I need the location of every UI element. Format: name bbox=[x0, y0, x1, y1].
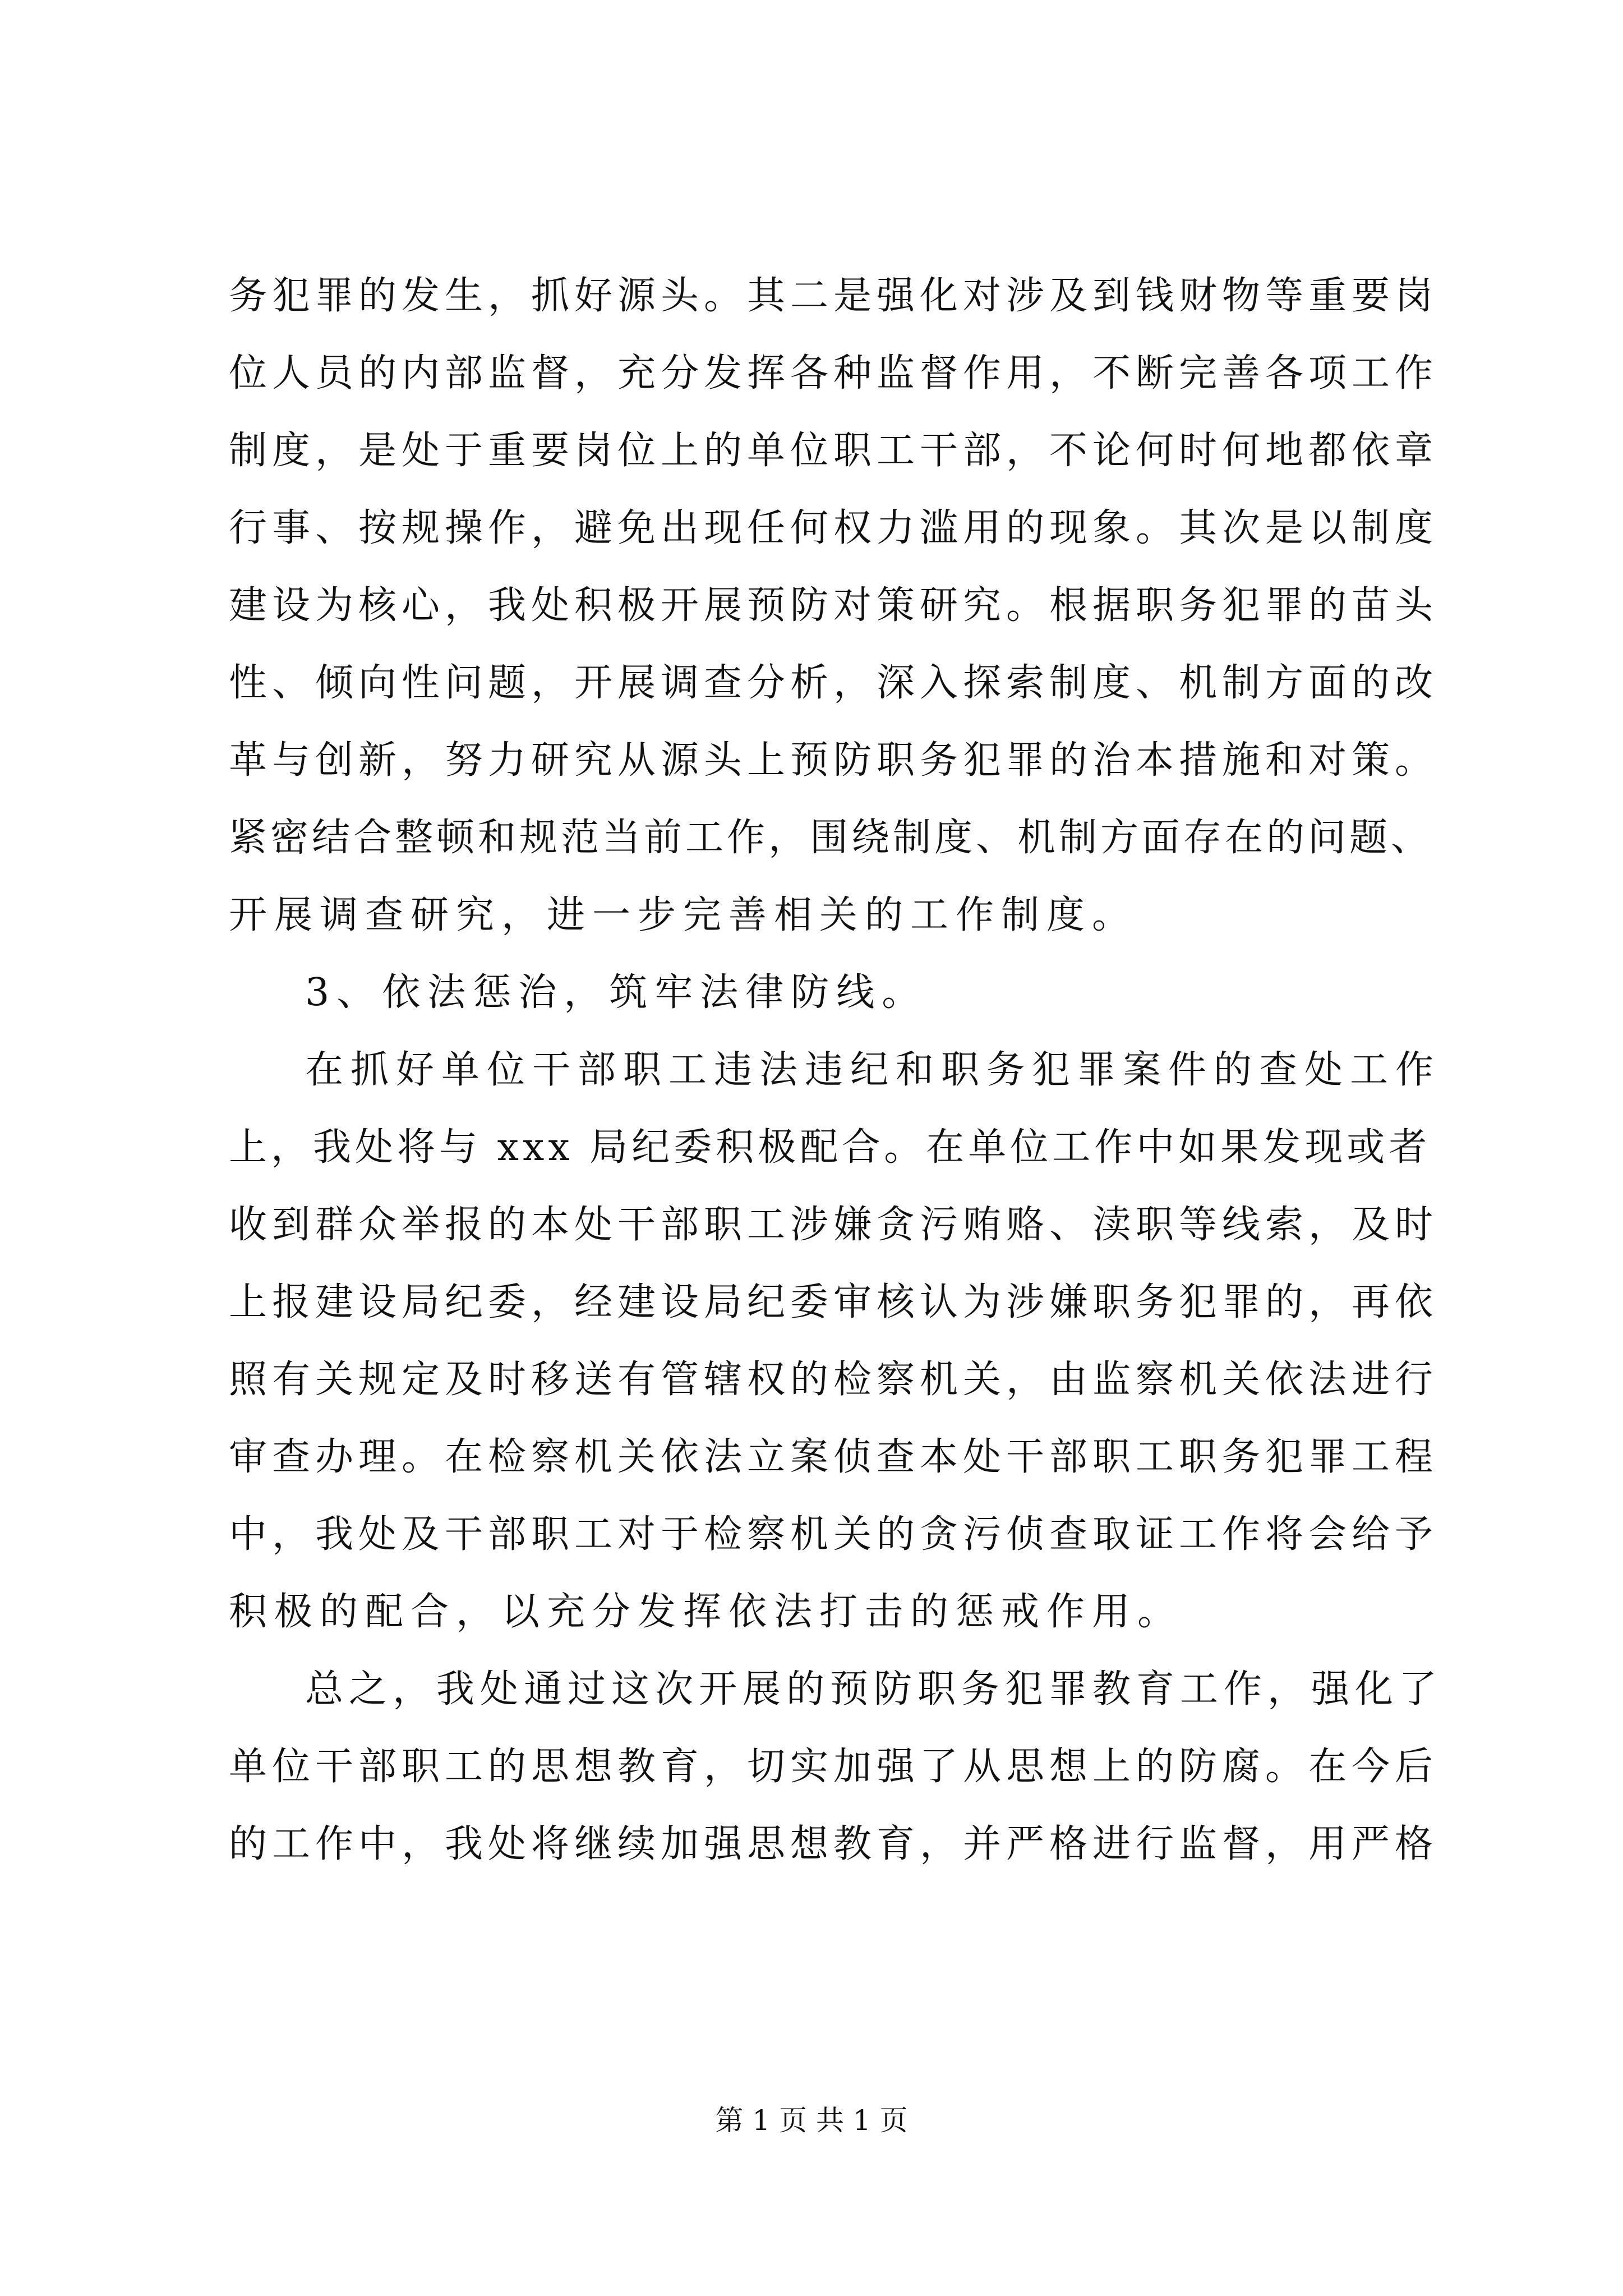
text-line: 中，我处及干部职工对于检察机关的贪污侦查取证工作将会给予 bbox=[229, 1512, 1438, 1557]
text-line: 积极的配合，以充分发挥依法打击的惩戒作用。 bbox=[229, 1590, 1183, 1634]
text-line: 行事、按规操作，避免出现任何权力滥用的现象。其次是以制度 bbox=[229, 506, 1438, 550]
text-line: 单位干部职工的思想教育，切实加强了从思想上的防腐。在今后 bbox=[229, 1745, 1438, 1789]
text-line: 建设为核心，我处积极开展预防对策研究。根据职务犯罪的苗头 bbox=[229, 583, 1438, 628]
text-line: 上，我处将与 xxx 局纪委积极配合。在单位工作中如果发现或者 bbox=[229, 1125, 1431, 1170]
page-footer bbox=[0, 2102, 1623, 2138]
text-line: 务犯罪的发生，抓好源头。其二是强化对涉及到钱财物等重要岗 bbox=[229, 274, 1438, 318]
text-line: 制度，是处于重要岗位上的单位职工干部，不论何时何地都依章 bbox=[229, 429, 1438, 473]
text-line: 审查办理。在检察机关依法立案侦查本处干部职工职务犯罪工程 bbox=[229, 1435, 1438, 1479]
text-line: 紧密结合整顿和规范当前工作，围绕制度、机制方面存在的问题、 bbox=[229, 816, 1433, 860]
section-heading: 3、依法惩治，筑牢法律防线。 bbox=[305, 970, 928, 1015]
text-line: 革与创新，努力研究从源头上预防职务犯罪的治本措施和对策。 bbox=[229, 738, 1438, 783]
text-line: 上报建设局纪委，经建设局纪委审核认为涉嫌职务犯罪的，再依 bbox=[229, 1280, 1438, 1324]
text-line: 开展调查研究，进一步完善相关的工作制度。 bbox=[229, 893, 1138, 937]
page-number-label: 第 1 页 共 1 页 bbox=[715, 2104, 908, 2137]
text-line: 在抓好单位干部职工违法违纪和职务犯罪案件的查处工作 bbox=[305, 1048, 1441, 1092]
text-line: 照有关规定及时移送有管辖权的检察机关，由监察机关依法进行 bbox=[229, 1358, 1438, 1402]
text-line: 总之，我处通过这次开展的预防职务犯罪教育工作，强化了 bbox=[305, 1667, 1443, 1711]
text-line: 位人员的内部监督，充分发挥各种监督作用，不断完善各项工作 bbox=[229, 351, 1438, 395]
text-line: 收到群众举报的本处干部职工涉嫌贪污贿赂、渎职等线索，及时 bbox=[229, 1203, 1438, 1247]
text-line: 性、倾向性问题，开展调查分析，深入探索制度、机制方面的改 bbox=[229, 661, 1438, 705]
text-line: 的工作中，我处将继续加强思想教育，并严格进行监督，用严格 bbox=[229, 1822, 1438, 1866]
